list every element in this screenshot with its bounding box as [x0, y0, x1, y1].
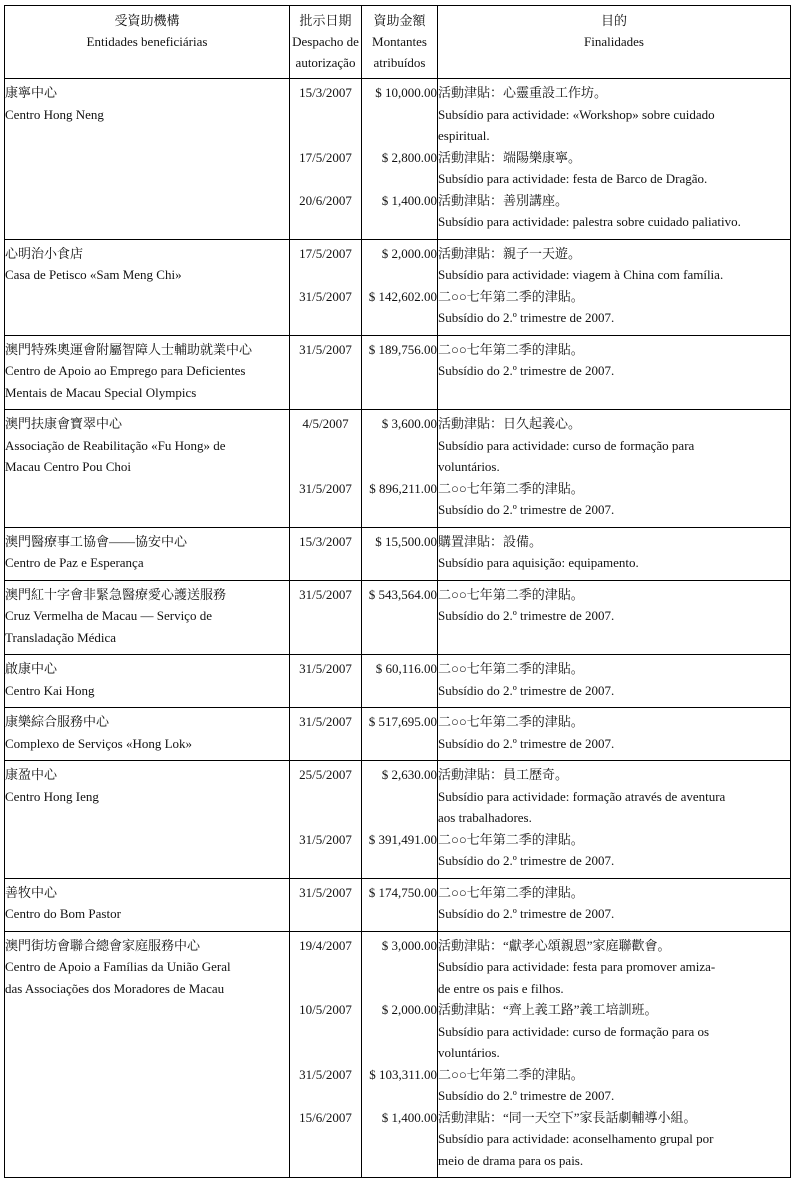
- header-date-zh: 批示日期: [299, 13, 352, 28]
- spacer: [362, 168, 437, 190]
- table-row: [5, 655, 791, 708]
- spacer: [362, 978, 437, 1000]
- date-cell: [290, 931, 362, 1178]
- purpose-text-pt: Subsídio do 2.º trimestre de 2007.: [438, 735, 615, 751]
- entity-cell: [5, 580, 290, 655]
- entity-name-pt: Complexo de Serviços «Hong Lok»: [5, 735, 193, 751]
- header-purpose: [438, 6, 791, 79]
- purpose-text-pt: Subsídio do 2.º trimestre de 2007.: [438, 363, 615, 378]
- spacer: [290, 956, 361, 978]
- spacer: [290, 786, 361, 808]
- date-cell: [290, 410, 362, 528]
- purpose-text-zh: 二○○七年第二季的津貼。: [438, 288, 584, 304]
- spacer: [362, 1085, 437, 1107]
- purpose-cell: [438, 580, 791, 655]
- entity-cell: [5, 79, 290, 240]
- table-row: [5, 931, 791, 1178]
- grant-amount: $ 3,000.00: [381, 937, 437, 953]
- purpose-text-pt: Subsídio para actividade: viagem à China com família.: [438, 267, 724, 282]
- purpose-text-pt: Subsídio do 2.º trimestre de 2007.: [438, 310, 615, 325]
- spacer: [362, 104, 437, 126]
- header-entity-pt: Entidades beneficiárias: [86, 34, 208, 49]
- entity-name-pt: das Associações dos Moradores de Macau: [5, 980, 225, 996]
- header-entity: [5, 6, 290, 79]
- header-purpose-zh: 目的: [600, 13, 627, 28]
- entity-name-pt: Casa de Petisco «Sam Meng Chi»: [5, 267, 182, 282]
- spacer: [362, 786, 437, 808]
- purpose-text-pt: Subsídio do 2.º trimestre de 2007.: [438, 608, 615, 623]
- table-row: [5, 79, 791, 240]
- entity-cell: [5, 931, 290, 1178]
- entity-name-pt: Centro de Paz e Esperança: [5, 555, 144, 570]
- purpose-cell: [438, 931, 791, 1178]
- spacer: [362, 1021, 437, 1043]
- purpose-text-pt: Subsídio para aquisição: equipamento.: [438, 555, 639, 570]
- amount-cell: [362, 410, 438, 528]
- amount-cell: [362, 878, 438, 931]
- entity-cell: [5, 761, 290, 879]
- purpose-text-zh: 二○○七年第二季的津貼。: [438, 586, 584, 602]
- entity-name-zh: 澳門紅十字會非緊急醫療愛心護送服務: [5, 586, 227, 602]
- purpose-cell: [438, 79, 791, 240]
- entity-name-zh: 澳門街坊會聯合總會家庭服務中心: [5, 937, 201, 953]
- purpose-cell: [438, 878, 791, 931]
- entity-name-pt: Centro de Apoio a Famílias da União Geral: [5, 959, 231, 974]
- purpose-text-pt: Subsídio do 2.º trimestre de 2007.: [438, 853, 615, 868]
- date-cell: [290, 878, 362, 931]
- entity-name-zh: 康盈中心: [5, 767, 58, 782]
- grant-amount: $ 2,630.00: [381, 767, 437, 782]
- spacer: [290, 1042, 361, 1064]
- purpose-text-pt: Subsídio para actividade: curso de formação para: [438, 437, 695, 453]
- grants-table: [4, 5, 791, 1178]
- grant-date: 10/5/2007: [299, 1002, 352, 1017]
- purpose-text-pt: Subsídio do 2.º trimestre de 2007.: [438, 502, 615, 517]
- grant-date: 31/5/2007: [299, 341, 352, 357]
- grant-amount: $ 15,500.00: [375, 533, 437, 549]
- purpose-text-zh: 活動津貼：端陽樂康寧。: [438, 149, 582, 165]
- purpose-text-zh: 二○○七年第二季的津貼。: [438, 661, 584, 676]
- spacer: [362, 264, 437, 286]
- grant-amount: $ 3,600.00: [381, 416, 437, 431]
- purpose-text-pt: Subsídio para actividade: palestra sobre cuidado paliativo.: [438, 214, 741, 229]
- date-cell: [290, 655, 362, 708]
- entity-name-pt: Centro Hong Ieng: [5, 788, 99, 804]
- grant-amount: $ 517,695.00: [368, 714, 437, 729]
- grant-amount: $ 10,000.00: [375, 85, 437, 100]
- entity-cell: [5, 708, 290, 761]
- grant-date: 4/5/2007: [302, 416, 349, 431]
- grant-date: 31/5/2007: [299, 586, 352, 602]
- table-row: [5, 239, 791, 335]
- purpose-text-zh: 二○○七年第二季的津貼。: [438, 714, 584, 729]
- grant-date: 15/3/2007: [299, 85, 352, 100]
- spacer: [290, 1085, 361, 1107]
- grant-amount: $ 174,750.00: [368, 884, 437, 900]
- grant-amount: $ 142,602.00: [368, 288, 437, 304]
- purpose-cell: [438, 708, 791, 761]
- purpose-text-zh: 二○○七年第二季的津貼。: [438, 341, 584, 357]
- entity-name-pt: Centro Hong Neng: [5, 106, 104, 122]
- entity-name-pt: Transladação Médica: [5, 629, 117, 645]
- entity-name-pt: Associação de Reabilitação «Fu Hong» de: [5, 437, 226, 453]
- purpose-text-zh: 二○○七年第二季的津貼。: [438, 831, 584, 847]
- grant-date: 31/5/2007: [299, 480, 352, 496]
- grant-amount: $ 896,211.00: [369, 480, 437, 496]
- grant-amount: $ 189,756.00: [368, 341, 437, 357]
- header-amount: [362, 6, 438, 79]
- header-row: [5, 6, 791, 79]
- grant-amount: $ 543,564.00: [368, 586, 437, 602]
- header-date-pt2: autorização: [295, 55, 356, 70]
- date-cell: [290, 79, 362, 240]
- date-cell: [290, 580, 362, 655]
- table-row: [5, 527, 791, 580]
- entity-name-zh: 心明治小食店: [5, 245, 84, 261]
- grant-date: 17/5/2007: [299, 245, 352, 261]
- amount-cell: [362, 761, 438, 879]
- table-row: [5, 410, 791, 528]
- entity-name-zh: 澳門扶康會寶翠中心: [5, 416, 123, 431]
- purpose-text-pt: Subsídio para actividade: festa de Barco de Dragão.: [438, 171, 708, 186]
- grant-date: 31/5/2007: [299, 661, 352, 676]
- entity-cell: [5, 655, 290, 708]
- entity-name-pt: Centro Kai Hong: [5, 682, 95, 698]
- header-date: [290, 6, 362, 79]
- table-row: [5, 761, 791, 879]
- amount-cell: [362, 931, 438, 1178]
- purpose-cell: [438, 761, 791, 879]
- purpose-text-pt: Subsídio para actividade: «Workshop» sobre cuidado: [438, 106, 715, 122]
- header-amount-pt1: Montantes: [372, 34, 427, 49]
- spacer: [290, 978, 361, 1000]
- entity-cell: [5, 878, 290, 931]
- entity-name-pt: Centro do Bom Pastor: [5, 906, 121, 921]
- header-amount-zh: 資助金額: [373, 13, 426, 28]
- purpose-text-pt: espiritual.: [438, 128, 490, 143]
- header-amount-pt2: atribuídos: [373, 55, 426, 70]
- date-cell: [290, 239, 362, 335]
- spacer: [362, 956, 437, 978]
- purpose-text-pt: Subsídio do 2.º trimestre de 2007.: [438, 682, 615, 698]
- purpose-cell: [438, 410, 791, 528]
- amount-cell: [362, 239, 438, 335]
- table-body: [5, 79, 791, 1178]
- spacer: [290, 264, 361, 286]
- grant-amount: $ 2,000.00: [381, 1002, 437, 1017]
- purpose-text-zh: 活動津貼：心靈重設工作坊。: [438, 85, 608, 100]
- amount-cell: [362, 580, 438, 655]
- purpose-text-pt: Subsídio do 2.º trimestre de 2007.: [438, 906, 615, 921]
- grant-amount: $ 1,400.00: [381, 192, 437, 208]
- grant-date: 20/6/2007: [299, 192, 352, 208]
- grant-amount: $ 2,800.00: [381, 149, 437, 165]
- grant-amount: $ 391,491.00: [368, 831, 437, 847]
- spacer: [362, 456, 437, 478]
- grant-date: 15/6/2007: [299, 1109, 352, 1125]
- spacer: [290, 807, 361, 829]
- entity-name-zh: 康樂綜合服務中心: [5, 714, 110, 729]
- purpose-text-pt: voluntários.: [438, 459, 500, 474]
- purpose-text-pt: Subsídio para actividade: festa para promover amiza-: [438, 959, 716, 974]
- spacer: [362, 125, 437, 147]
- entity-cell: [5, 239, 290, 335]
- entity-cell: [5, 335, 290, 410]
- amount-cell: [362, 708, 438, 761]
- spacer: [362, 435, 437, 457]
- spacer: [290, 168, 361, 190]
- purpose-text-zh: 二○○七年第二季的津貼。: [438, 884, 584, 900]
- grant-amount: $ 2,000.00: [381, 245, 437, 261]
- table-row: [5, 878, 791, 931]
- purpose-text-pt: voluntários.: [438, 1045, 500, 1060]
- grant-date: 31/5/2007: [299, 714, 352, 729]
- entity-name-pt: Cruz Vermelha de Macau — Serviço de: [5, 608, 212, 623]
- purpose-text-pt: Subsídio para actividade: curso de formação para os: [438, 1023, 710, 1039]
- amount-cell: [362, 655, 438, 708]
- grant-amount: $ 1,400.00: [381, 1109, 437, 1125]
- date-cell: [290, 761, 362, 879]
- entity-name-pt: Macau Centro Pou Choi: [5, 459, 132, 474]
- entity-name-zh: 善牧中心: [5, 884, 58, 900]
- purpose-text-pt: Subsídio do 2.º trimestre de 2007.: [438, 1088, 615, 1103]
- grant-amount: $ 103,311.00: [369, 1066, 437, 1082]
- entity-cell: [5, 527, 290, 580]
- amount-cell: [362, 79, 438, 240]
- amount-cell: [362, 527, 438, 580]
- purpose-text-pt: meio de drama para os pais.: [438, 1152, 584, 1168]
- purpose-text-pt: Subsídio para actividade: aconselhamento grupal por: [438, 1131, 714, 1146]
- header-date-pt1: Despacho de: [292, 34, 359, 49]
- grant-date: 15/3/2007: [299, 533, 352, 549]
- header-purpose-pt: Finalidades: [584, 34, 644, 49]
- date-cell: [290, 708, 362, 761]
- entity-name-zh: 啟康中心: [5, 661, 58, 676]
- spacer: [290, 125, 361, 147]
- purpose-cell: [438, 335, 791, 410]
- date-cell: [290, 527, 362, 580]
- spacer: [290, 456, 361, 478]
- grant-date: 19/4/2007: [299, 937, 352, 953]
- purpose-cell: [438, 655, 791, 708]
- grant-date: 31/5/2007: [299, 831, 352, 847]
- purpose-text-zh: 活動津貼：親子一天遊。: [438, 245, 582, 261]
- entity-name-zh: 澳門特殊奧運會附屬智障人士輔助就業中心: [5, 341, 253, 357]
- grant-amount: $ 60,116.00: [375, 661, 437, 676]
- table-row: [5, 708, 791, 761]
- entity-name-pt: Mentais de Macau Special Olympics: [5, 384, 197, 400]
- spacer: [290, 435, 361, 457]
- grant-date: 17/5/2007: [299, 149, 352, 165]
- amount-cell: [362, 335, 438, 410]
- entity-cell: [5, 410, 290, 528]
- entity-name-zh: 康寧中心: [5, 85, 58, 100]
- header-entity-zh: 受資助機構: [114, 13, 180, 28]
- purpose-text-pt: Subsídio para actividade: formação através de aventura: [438, 788, 726, 804]
- date-cell: [290, 335, 362, 410]
- grant-date: 31/5/2007: [299, 288, 352, 304]
- purpose-text-zh: 二○○七年第二季的津貼。: [438, 1066, 584, 1082]
- spacer: [290, 1021, 361, 1043]
- purpose-cell: [438, 527, 791, 580]
- spacer: [362, 1042, 437, 1064]
- purpose-cell: [438, 239, 791, 335]
- purpose-text-pt: de entre os pais e filhos.: [438, 980, 564, 996]
- purpose-text-zh: 活動津貼：“齊上義工路”義工培訓班。: [438, 1002, 658, 1017]
- spacer: [362, 807, 437, 829]
- table-row: [5, 335, 791, 410]
- entity-name-zh: 澳門醫療事工協會——協安中心: [5, 533, 188, 549]
- grant-date: 31/5/2007: [299, 1066, 352, 1082]
- purpose-text-zh: 活動津貼：員工歷奇。: [438, 767, 569, 782]
- purpose-text-pt: aos trabalhadores.: [438, 810, 532, 825]
- grant-date: 25/5/2007: [299, 767, 352, 782]
- purpose-text-zh: 活動津貼：“同一天空下”家長話劇輔導小組。: [438, 1109, 697, 1125]
- table-row: [5, 580, 791, 655]
- entity-name-pt: Centro de Apoio ao Emprego para Deficientes: [5, 363, 246, 378]
- purpose-text-zh: 活動津貼：日久起義心。: [438, 416, 582, 431]
- grant-date: 31/5/2007: [299, 884, 352, 900]
- purpose-text-zh: 二○○七年第二季的津貼。: [438, 480, 584, 496]
- spacer: [290, 104, 361, 126]
- purpose-text-zh: 活動津貼：善別講座。: [438, 192, 569, 208]
- purpose-text-zh: 活動津貼：“獻孝心頌親恩”家庭聯歡會。: [438, 937, 671, 953]
- purpose-text-zh: 購置津貼：設備。: [438, 533, 543, 549]
